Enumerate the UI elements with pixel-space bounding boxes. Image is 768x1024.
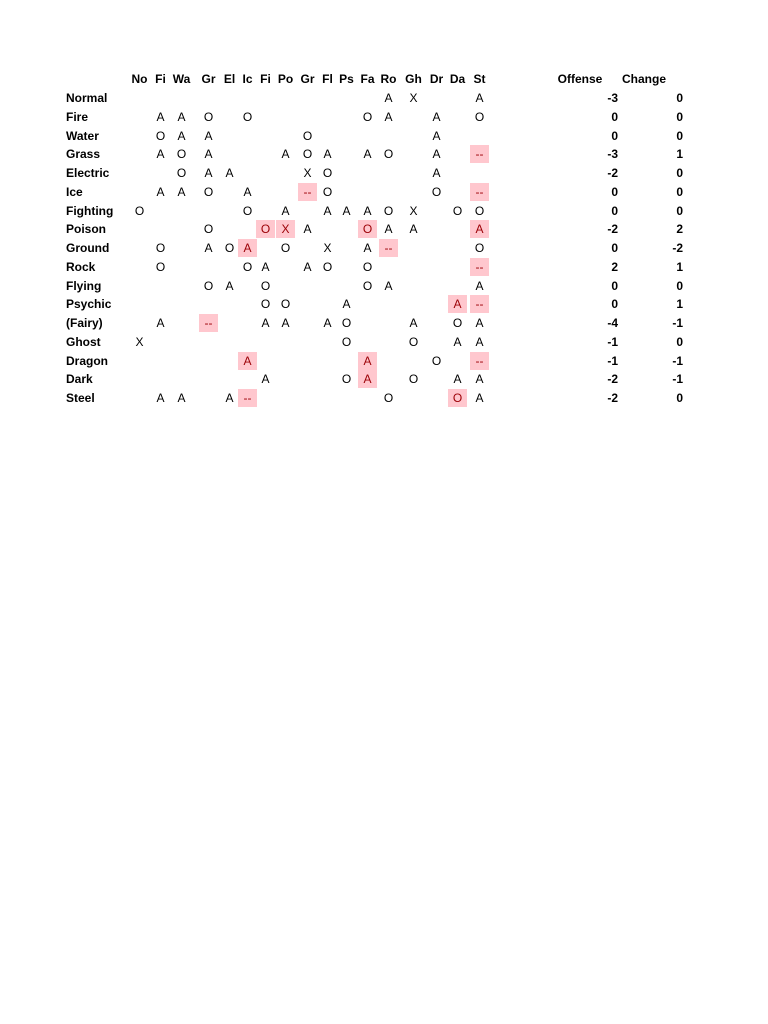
column-header-fi-1: Fi: [155, 72, 166, 86]
matchup-cell: A: [475, 278, 484, 293]
table-row: [0, 108, 768, 126]
row-label: Normal: [66, 91, 108, 105]
table-row: [0, 277, 768, 295]
matchup-cell: A: [358, 370, 377, 388]
row-label: Ice: [66, 184, 83, 199]
offense-value: 0: [611, 203, 618, 218]
offense-value: -1: [607, 334, 618, 349]
matchup-cell: O: [203, 184, 214, 199]
matchup-cell: A: [156, 316, 165, 330]
row-label: Water: [66, 128, 99, 143]
table-row: [0, 370, 768, 388]
matchup-cell: X: [409, 91, 418, 105]
offense-value: -3: [607, 91, 618, 105]
matchup-cell: A: [204, 241, 213, 255]
matchup-cell: A: [432, 147, 441, 162]
matchup-cell: O: [155, 241, 166, 255]
table-row: [0, 220, 768, 238]
matchup-cell: A: [281, 203, 290, 218]
matchup-cell: A: [177, 109, 186, 124]
row-label: Poison: [66, 222, 107, 237]
matchup-cell: A: [363, 203, 372, 218]
matchup-cell: A: [453, 334, 462, 349]
matchup-cell: A: [261, 259, 270, 274]
change-value: 0: [676, 278, 683, 293]
matchup-cell: X: [303, 166, 312, 180]
row-label: Grass: [66, 147, 101, 162]
matchup-cell: A: [261, 316, 270, 330]
column-header-po-7: Po: [277, 72, 294, 86]
change-value: 0: [676, 109, 683, 124]
matchup-cell: A: [475, 391, 484, 405]
change-value: -1: [672, 353, 683, 368]
matchup-cell: A: [475, 91, 484, 105]
matchup-cell: O: [260, 297, 271, 312]
row-label: Ground: [66, 241, 110, 255]
column-header-gr-8: Gr: [300, 72, 315, 86]
column-header-st-16: St: [473, 72, 486, 86]
matchup-cell: O: [474, 203, 485, 218]
matchup-cell: --: [470, 145, 489, 163]
matchup-cell: O: [242, 109, 253, 124]
column-header-no-0: No: [131, 72, 148, 86]
column-header-offense: Offense: [557, 72, 603, 86]
column-header-da-15: Da: [449, 72, 466, 86]
change-value: -1: [672, 372, 683, 387]
row-label: Steel: [66, 391, 95, 405]
column-header-fa-11: Fa: [360, 72, 375, 86]
offense-value: -2: [607, 391, 618, 405]
matchup-cell: O: [322, 259, 333, 274]
column-header-gh-13: Gh: [405, 72, 422, 86]
row-label: Dragon: [66, 353, 108, 368]
matchup-cell: A: [204, 166, 213, 180]
matchup-cell: A: [238, 239, 257, 257]
matchup-cell: A: [238, 352, 257, 370]
matchup-cell: A: [432, 109, 441, 124]
table-row: [0, 89, 768, 107]
matchup-cell: A: [156, 109, 165, 124]
column-header-dr-14: Dr: [429, 72, 444, 86]
change-value: 0: [676, 203, 683, 218]
change-value: -1: [672, 316, 683, 330]
column-header-ro-12: Ro: [380, 72, 397, 86]
matchup-cell: --: [379, 239, 398, 257]
matchup-cell: A: [432, 128, 441, 143]
offense-value: -2: [607, 166, 618, 180]
matchup-cell: O: [408, 372, 419, 387]
matchup-cell: O: [341, 316, 352, 330]
matchup-cell: O: [341, 334, 352, 349]
matchup-cell: O: [224, 241, 235, 255]
matchup-cell: A: [409, 222, 418, 237]
matchup-cell: A: [432, 166, 441, 180]
row-label: Psychic: [66, 297, 112, 312]
column-header-ps-10: Ps: [339, 72, 354, 86]
matchup-cell: O: [474, 241, 485, 255]
offense-value: -3: [607, 147, 618, 162]
change-value: 1: [676, 147, 683, 162]
table-row: [0, 389, 768, 407]
matchup-cell: --: [238, 389, 257, 407]
matchup-cell: A: [281, 316, 290, 330]
matchup-cell: O: [448, 389, 467, 407]
matchup-cell: A: [384, 91, 393, 105]
matchup-cell: O: [134, 203, 145, 218]
matchup-cell: O: [322, 184, 333, 199]
matchup-cell: A: [475, 316, 484, 330]
matchup-cell: A: [281, 147, 290, 162]
change-value: 0: [676, 184, 683, 199]
matchup-cell: A: [204, 147, 213, 162]
offense-value: 0: [611, 278, 618, 293]
table-row: [0, 145, 768, 163]
matchup-cell: O: [322, 166, 333, 180]
matchup-cell: A: [323, 316, 332, 330]
row-label: Rock: [66, 259, 96, 274]
matchup-cell: A: [225, 391, 234, 405]
matchup-cell: A: [177, 391, 186, 405]
table-row: [0, 314, 768, 332]
change-value: 0: [676, 128, 683, 143]
matchup-cell: --: [470, 258, 489, 276]
offense-value: 0: [611, 128, 618, 143]
matchup-cell: O: [302, 128, 313, 143]
table-row: [0, 164, 768, 182]
column-header-fi-6: Fi: [260, 72, 271, 86]
matchup-cell: O: [383, 391, 394, 405]
row-label: Ghost: [66, 334, 101, 349]
matchup-cell: O: [431, 184, 442, 199]
matchup-cell: O: [280, 241, 291, 255]
matchup-cell: A: [177, 128, 186, 143]
matchup-cell: O: [452, 203, 463, 218]
header-row: [0, 70, 768, 88]
matchup-cell: A: [409, 316, 418, 330]
matchup-cell: --: [470, 352, 489, 370]
offense-value: -2: [607, 372, 618, 387]
change-value: 1: [676, 297, 683, 312]
matchup-cell: O: [242, 259, 253, 274]
matchup-cell: A: [156, 147, 165, 162]
change-value: 2: [676, 222, 683, 237]
matchup-cell: A: [453, 372, 462, 387]
column-header-ic-5: Ic: [242, 72, 253, 86]
column-header-gr-3: Gr: [201, 72, 216, 86]
offense-value: -1: [607, 353, 618, 368]
column-header-fl-9: Fl: [322, 72, 333, 86]
row-label: Electric: [66, 166, 110, 180]
offense-value: 0: [611, 297, 618, 312]
matchup-cell: O: [302, 147, 313, 162]
matchup-cell: A: [342, 297, 351, 312]
table-row: [0, 258, 768, 276]
offense-value: -4: [607, 316, 618, 330]
offense-value: 0: [611, 109, 618, 124]
matchup-cell: O: [431, 353, 442, 368]
matchup-cell: A: [470, 220, 489, 238]
matchup-cell: A: [363, 147, 372, 162]
matchup-cell: --: [298, 183, 317, 201]
matchup-cell: A: [303, 259, 312, 274]
column-header-wa-2: Wa: [172, 72, 191, 86]
offense-value: 0: [611, 184, 618, 199]
matchup-cell: X: [409, 203, 418, 218]
offense-value: -2: [607, 222, 618, 237]
column-header-el-4: El: [223, 72, 236, 86]
matchup-cell: A: [384, 109, 393, 124]
matchup-cell: A: [363, 241, 372, 255]
change-value: 0: [676, 391, 683, 405]
matchup-cell: O: [362, 259, 373, 274]
matchup-cell: O: [452, 316, 463, 330]
column-header-change: Change: [621, 72, 666, 86]
matchup-cell: O: [358, 220, 377, 238]
matchup-cell: X: [323, 241, 332, 255]
offense-value: 0: [611, 241, 618, 255]
matchup-cell: O: [203, 222, 214, 237]
matchup-cell: A: [225, 166, 234, 180]
offense-value: 2: [611, 259, 618, 274]
matchup-cell: A: [475, 372, 484, 387]
matchup-cell: --: [470, 295, 489, 313]
matchup-cell: A: [177, 184, 186, 199]
matchup-cell: A: [358, 352, 377, 370]
matchup-cell: A: [448, 295, 467, 313]
matchup-cell: O: [408, 334, 419, 349]
matchup-cell: O: [203, 278, 214, 293]
matchup-cell: --: [470, 183, 489, 201]
row-label: Fire: [66, 109, 89, 124]
matchup-cell: A: [384, 222, 393, 237]
matchup-cell: O: [474, 109, 485, 124]
row-label: Fighting: [66, 203, 114, 218]
matchup-cell: O: [362, 278, 373, 293]
matchup-cell: O: [383, 147, 394, 162]
row-label: (Fairy): [66, 316, 103, 330]
change-value: -2: [672, 241, 683, 255]
table-row: [0, 239, 768, 257]
matchup-cell: A: [156, 391, 165, 405]
table-row: [0, 202, 768, 220]
matchup-cell: O: [242, 203, 253, 218]
change-value: 0: [676, 334, 683, 349]
matchup-cell: O: [383, 203, 394, 218]
matchup-cell: A: [303, 222, 312, 237]
matchup-cell: O: [155, 259, 166, 274]
table-row: [0, 352, 768, 370]
matchup-cell: A: [384, 278, 393, 293]
row-label: Flying: [66, 278, 102, 293]
change-value: 1: [676, 259, 683, 274]
matchup-cell: A: [261, 372, 270, 387]
matchup-cell: A: [475, 334, 484, 349]
matchup-cell: A: [323, 147, 332, 162]
table-row: [0, 333, 768, 351]
matchup-cell: A: [243, 184, 252, 199]
matchup-cell: O: [203, 109, 214, 124]
matchup-cell: O: [341, 372, 352, 387]
matchup-cell: A: [204, 128, 213, 143]
change-value: 0: [676, 91, 683, 105]
matchup-cell: O: [280, 297, 291, 312]
matchup-cell: A: [323, 203, 332, 218]
matchup-cell: X: [135, 334, 144, 349]
matchup-cell: A: [225, 278, 234, 293]
row-label: Dark: [66, 372, 93, 387]
matchup-cell: A: [156, 184, 165, 199]
matchup-cell: X: [276, 220, 295, 238]
matchup-cell: A: [342, 203, 351, 218]
matchup-cell: O: [362, 109, 373, 124]
matchup-cell: O: [176, 147, 187, 162]
change-value: 0: [676, 166, 683, 180]
matchup-cell: --: [199, 314, 218, 332]
matchup-cell: O: [155, 128, 166, 143]
table-row: [0, 295, 768, 313]
table-row: [0, 183, 768, 201]
table-row: [0, 127, 768, 145]
matchup-cell: O: [176, 166, 187, 180]
matchup-cell: O: [256, 220, 275, 238]
matchup-cell: O: [260, 278, 271, 293]
